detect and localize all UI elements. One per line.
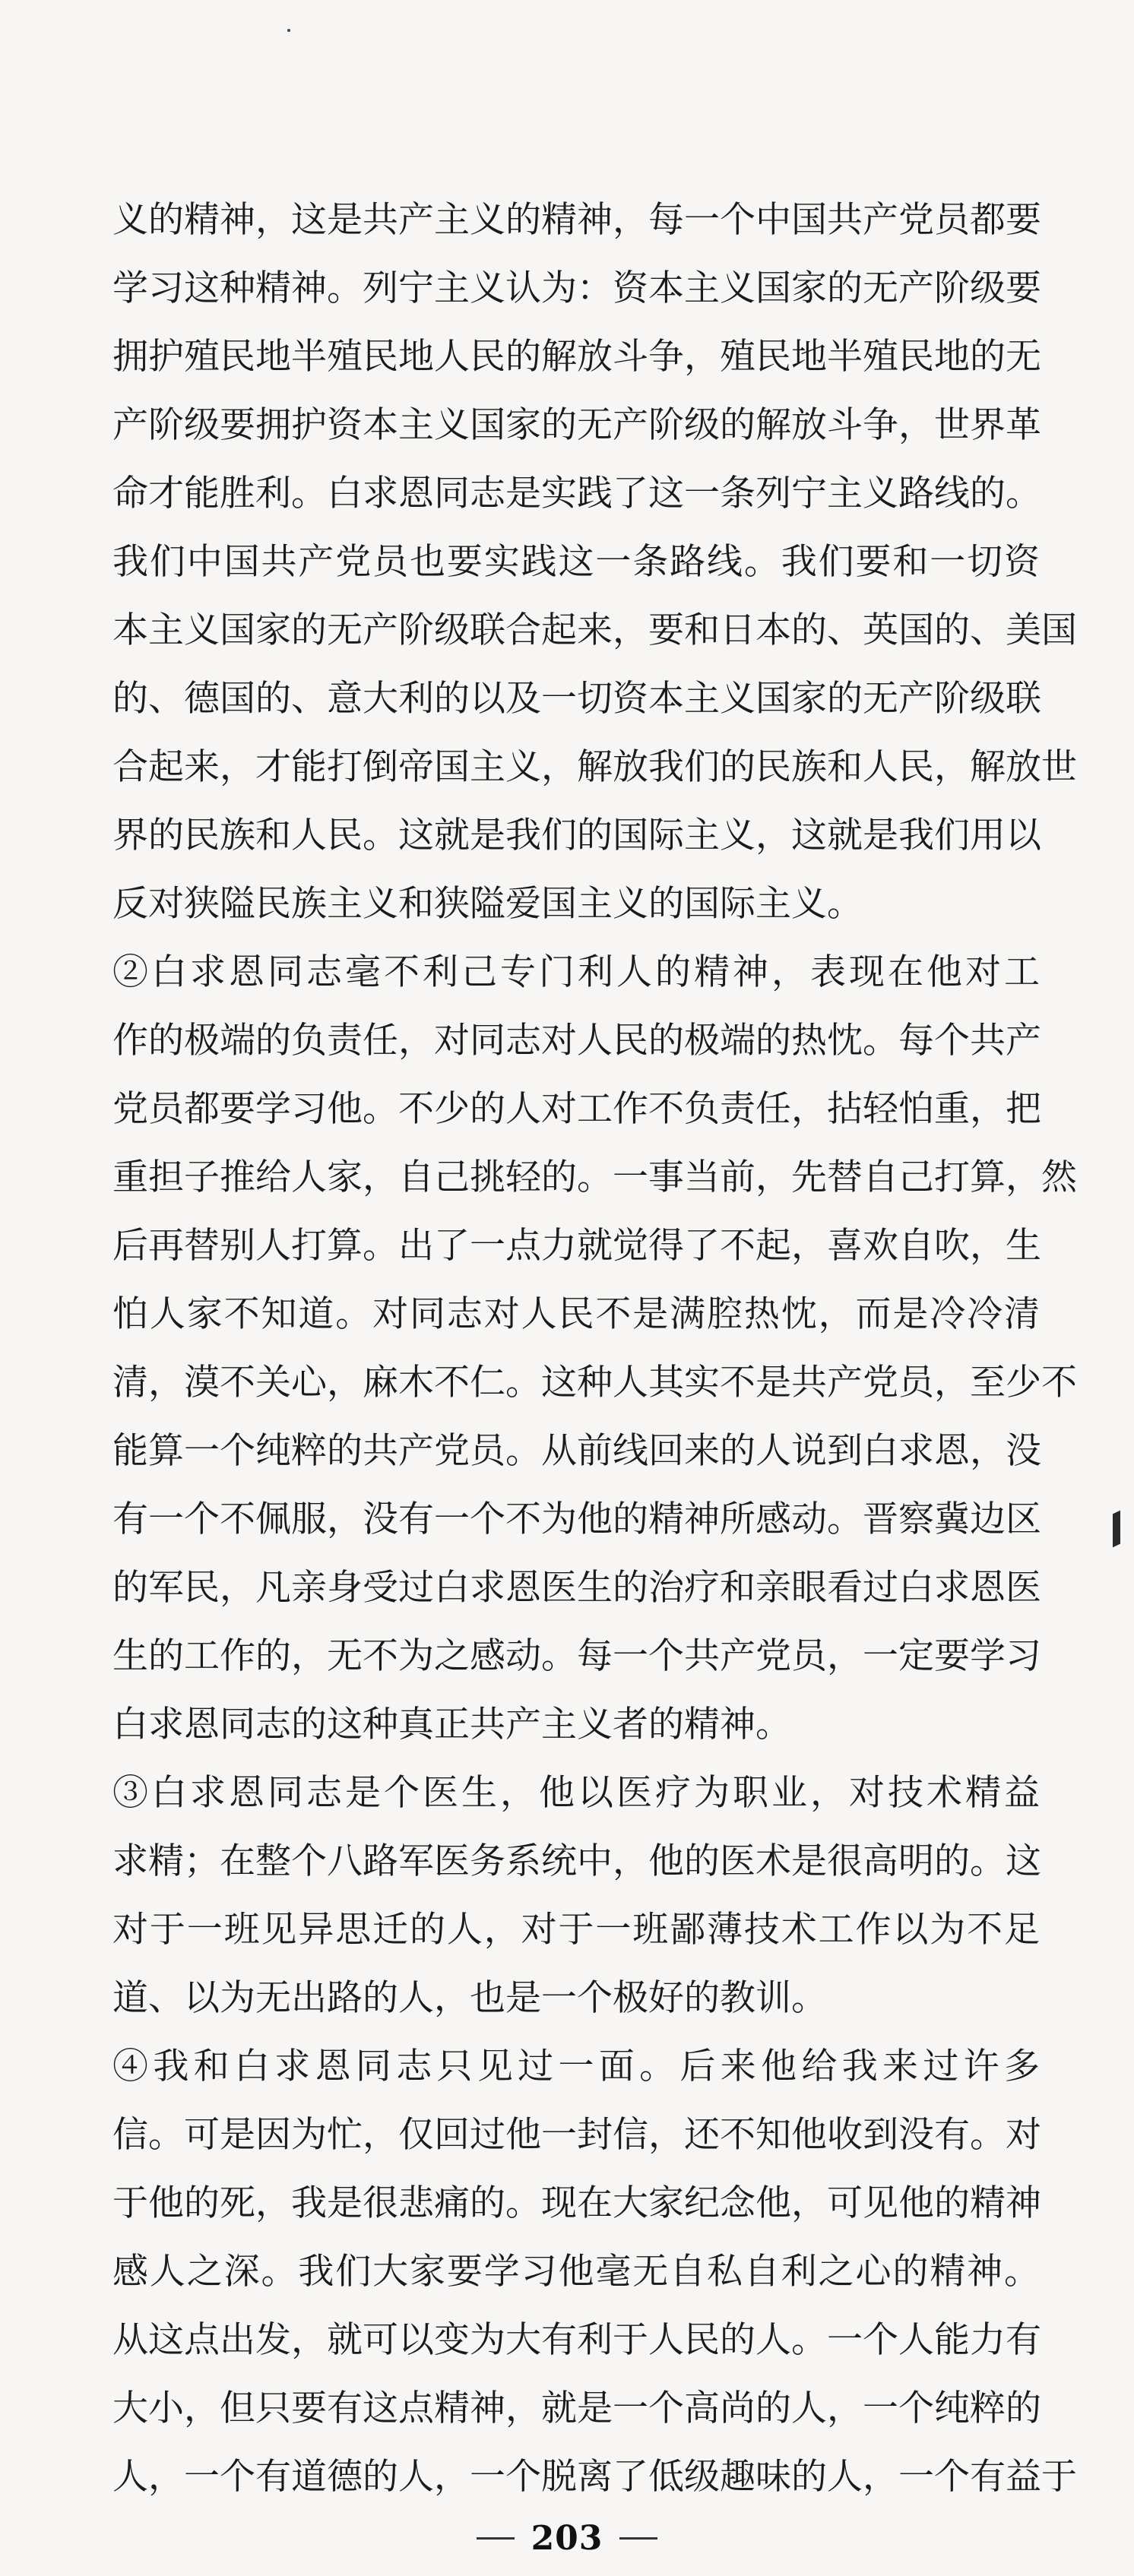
text-line: 界的民族和人民。这就是我们的国际主义，这就是我们用以 [112,815,1041,856]
text-line: 党员都要学习他。不少的人对工作不负责任，拈轻怕重，把 [112,1088,1041,1130]
text-line: 能算一个纯粹的共产党员。从前线回来的人说到白求恩，没 [112,1430,1041,1472]
text-line: 人，一个有道德的人，一个脱离了低级趣味的人，一个有益于 [112,2456,1077,2498]
paragraph-start-line: ②白求恩同志毫不利己专门利人的精神，表现在他对工 [112,951,1040,993]
page-footer [0,2508,1134,2568]
text-line: 作的极端的负责任，对同志对人民的极端的热忱。每个共产 [112,1020,1041,1062]
paragraph-end-line: 白求恩同志的这种真正共产主义者的精神。 [112,1704,791,1745]
scan-speck [287,29,290,32]
text-line: 义的精神，这是共产主义的精神，每一个中国共产党员都要 [112,199,1041,241]
paragraph-start-line: ③白求恩同志是个医生，他以医疗为职业，对技术精益 [112,1772,1040,1814]
text-line: 本主义国家的无产阶级联合起来，要和日本的、英国的、美国 [112,609,1077,651]
text-line: 从这点出发，就可以变为大有利于人民的人。一个人能力有 [112,2319,1041,2361]
footer-dash-left [477,2537,515,2540]
text-line: 拥护殖民地半殖民地人民的解放斗争，殖民地半殖民地的无 [112,336,1041,378]
text-line: 求精；在整个八路军医务系统中，他的医术是很高明的。这 [112,1840,1041,1882]
text-line: 清，漠不关心，麻木不仁。这种人其实不是共产党员，至少不 [112,1362,1077,1404]
text-line: 于他的死，我是很悲痛的。现在大家纪念他，可见他的精神 [112,2182,1041,2224]
text-line: 对于一班见异思迁的人，对于一班鄙薄技术工作以为不足 [112,1909,1040,1951]
text-line: 命才能胜利。白求恩同志是实践了这一条列宁主义路线的。 [112,473,1041,514]
text-line: 信。可是因为忙，仅回过他一封信，还不知他收到没有。对 [112,2114,1041,2156]
text-line: 感人之深。我们大家要学习他毫无自私自利之心的精神。 [112,2251,1040,2293]
paragraph-start-line: ④我和白求恩同志只见过一面。后来他给我来过许多 [112,2046,1040,2087]
text-line: 大小，但只要有这点精神，就是一个高尚的人，一个纯粹的 [112,2388,1041,2429]
text-line: 合起来，才能打倒帝国主义，解放我们的民族和人民，解放世 [112,746,1077,788]
text-line: 有一个不佩服，没有一个不为他的精神所感动。晋察冀边区 [112,1498,1041,1540]
page-number: 203 [531,2518,603,2558]
text-line: 后再替别人打算。出了一点力就觉得了不起，喜欢自吹，生 [112,1225,1041,1267]
page-edge-mark [1113,1511,1120,1548]
text-line: 重担子推给人家，自己挑轻的。一事当前，先替自己打算，然 [112,1157,1077,1198]
text-line: 学习这种精神。列宁主义认为：资本主义国家的无产阶级要 [112,267,1041,309]
text-line: 怕人家不知道。对同志对人民不是满腔热忱，而是冷冷清 [112,1293,1040,1335]
text-line: 我们中国共产党员也要实践这一条路线。我们要和一切资 [112,541,1040,583]
text-line: 生的工作的，无不为之感动。每一个共产党员，一定要学习 [112,1635,1041,1677]
paragraph-end-line: 反对狭隘民族主义和狭隘爱国主义的国际主义。 [112,883,863,925]
footer-dash-right [619,2537,657,2540]
text-line: 产阶级要拥护资本主义国家的无产阶级的解放斗争，世界革 [112,404,1041,446]
paragraph-end-line: 道、以为无出路的人，也是一个极好的教训。 [112,1977,827,2019]
text-line: 的军民，凡亲身受过白求恩医生的治疗和亲眼看过白求恩医 [112,1567,1041,1609]
text-line: 的、德国的、意大利的以及一切资本主义国家的无产阶级联 [112,678,1041,720]
